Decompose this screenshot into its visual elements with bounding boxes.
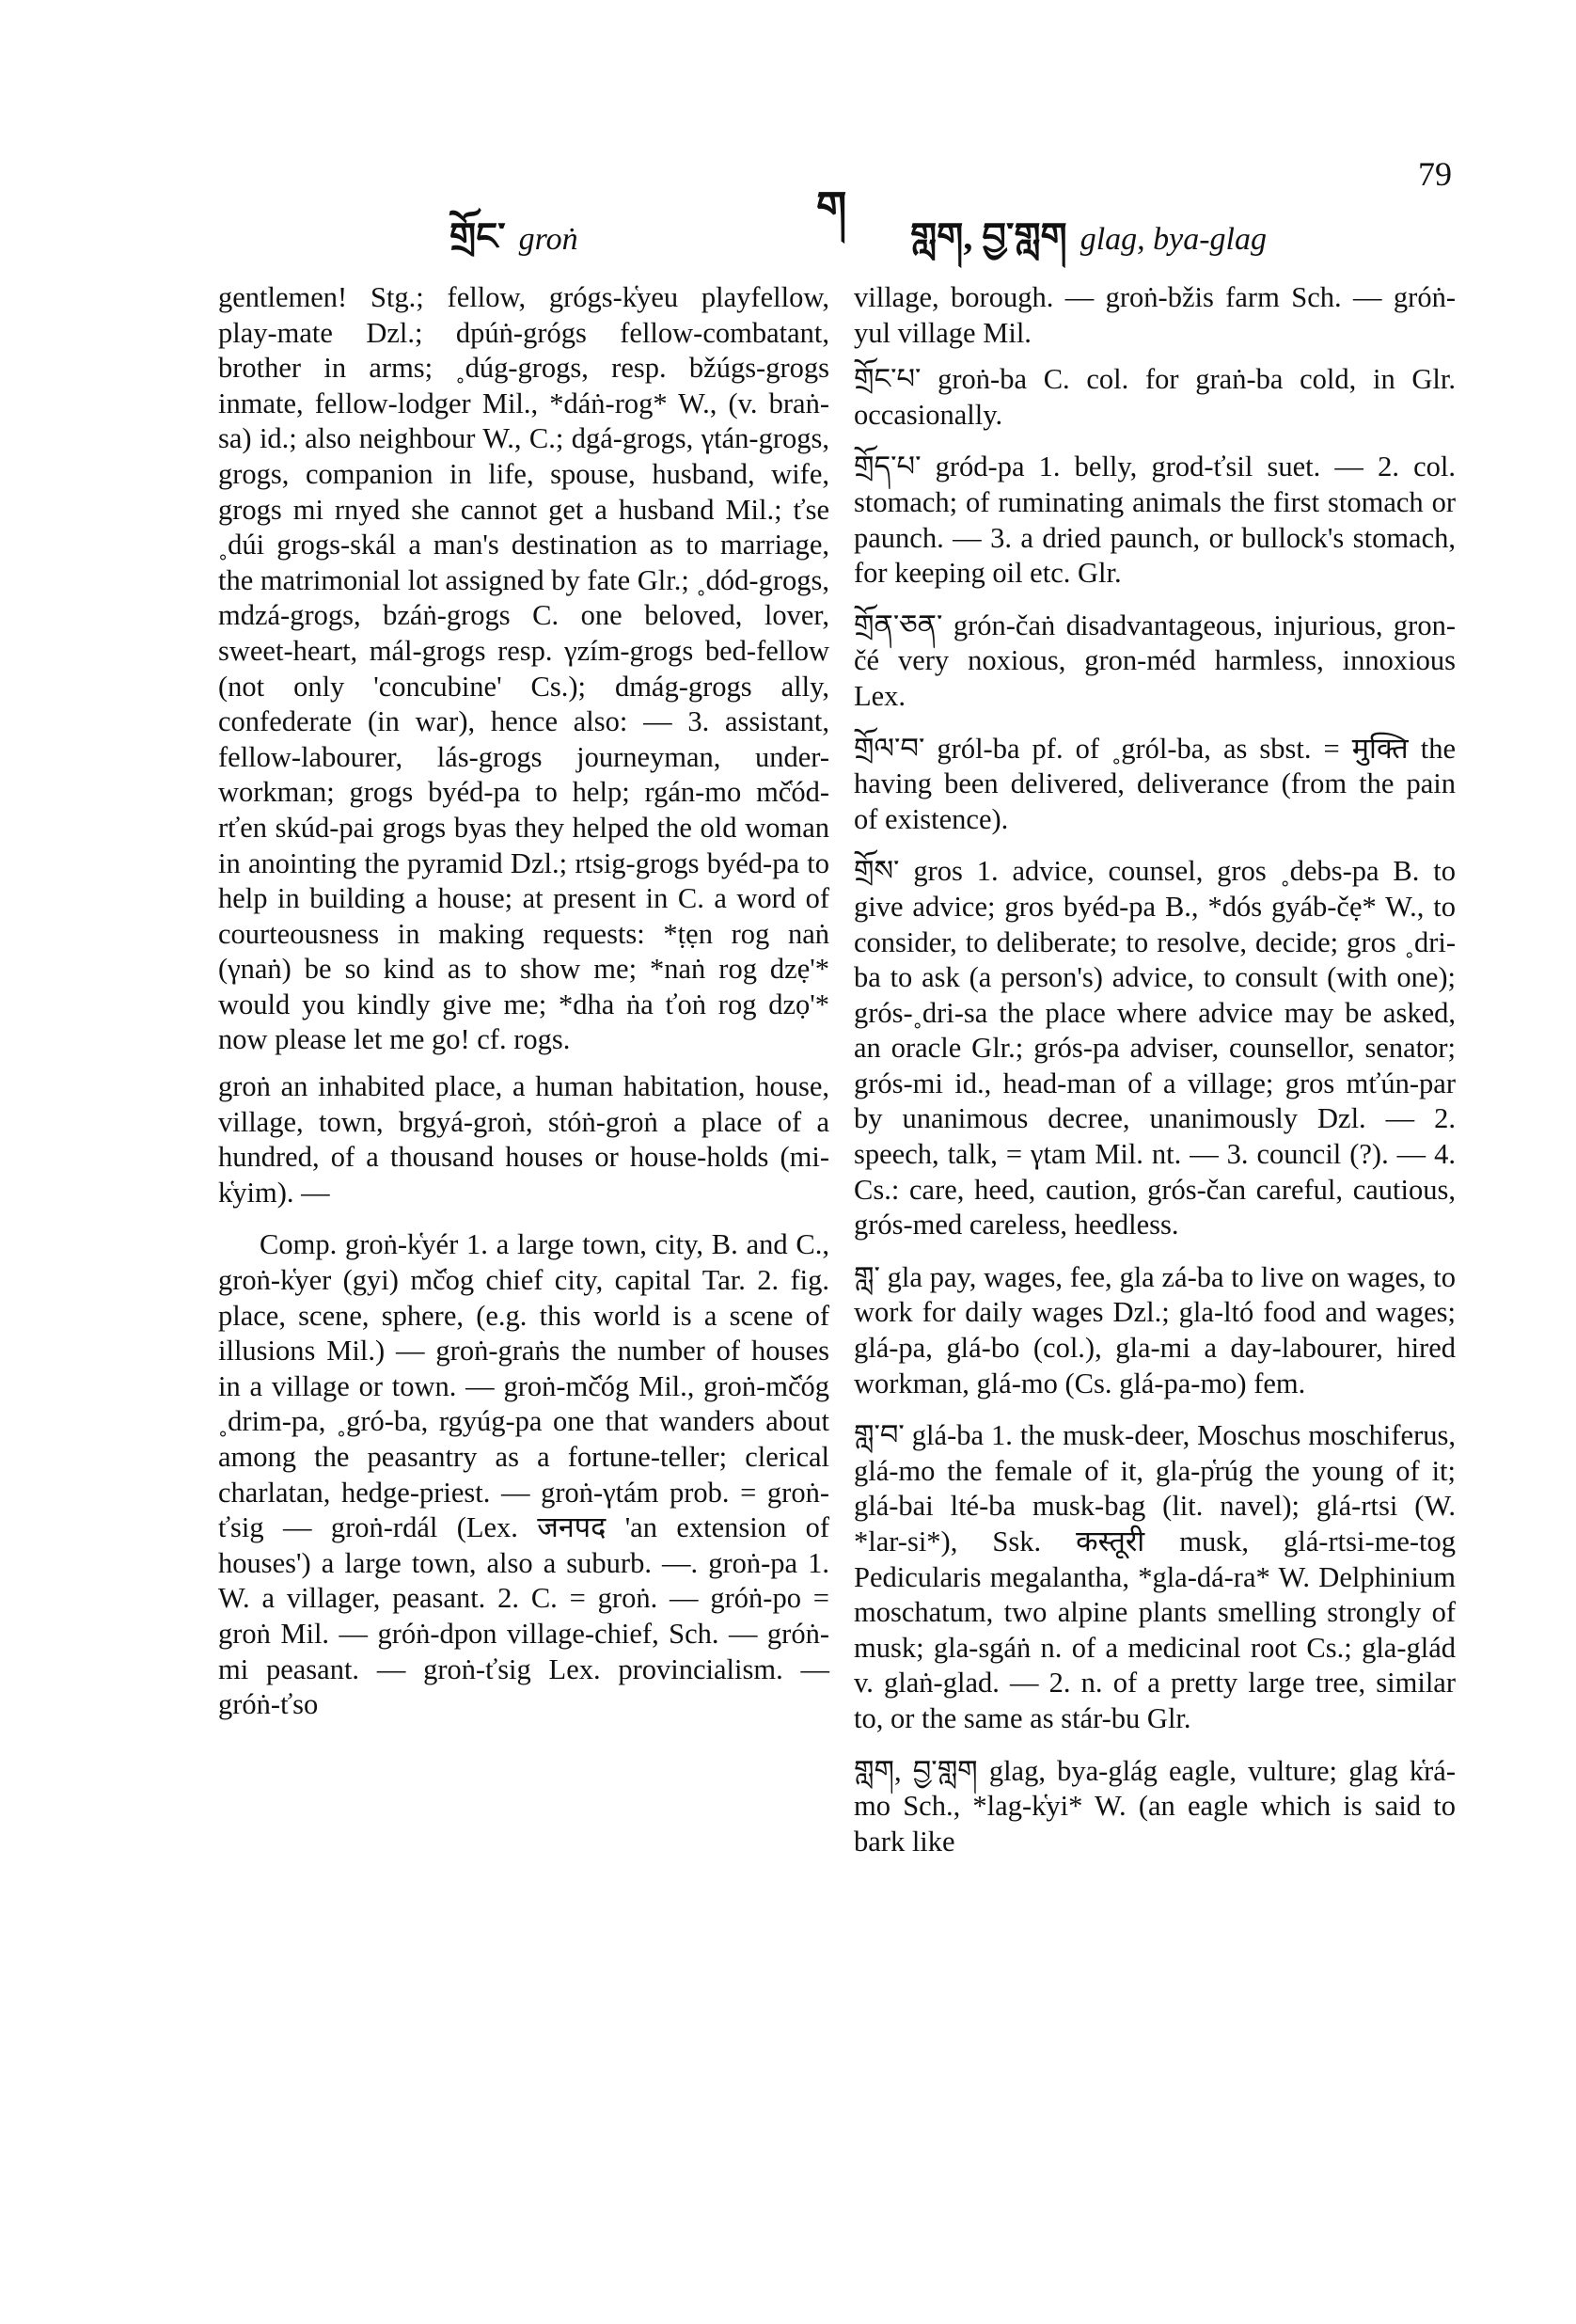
entry-gla: གླ་ gla pay, wages, fee, gla zá-ba to live on wages, to work for daily wages Dzl.; gla-ltó food and wages; glá-pa, glá-bo (col.), gla-mi a day-labourer, hired workman, glá-mo (Cs. glá-pa-mo) fem. — [854, 1260, 1456, 1399]
running-head-left-roman: groṅ — [518, 222, 578, 257]
entry-gron-can: གྲོན་ཅན་ grón-čaṅ disadvantageous, injurious, gron-čé very noxious, gron-méd harmless, innoxious Lex. — [854, 609, 1456, 712]
page-number: 79 — [1418, 155, 1452, 193]
entry-gron-ba: གྲོང་པ་ groṅ-ba C. col. for graṅ-ba cold, in Glr. occasionally. — [854, 363, 1456, 431]
entry-grogs-continued: gentlemen! Stg.; fellow, grógs-k̔yeu playfellow, play-mate Dzl.; dpúṅ-grógs fellow-combatant, brother in arms; ˳dúg-grogs, resp. bžúgs-grogs inmate, fellow-lodger Mil., *dáṅ-rog* W., (v. braṅ-sa) id.; also neighbour W., C.; dgá-grogs, γtán-grogs, grogs, companion in life, spouse, husband, wife, grogs mi rnyed she cannot get a husband Mil.; ťse ˳dúi grogs-skál a man's destination as to marriage, the matrimonial lot assigned by fate Glr.; ˳dód-grogs, mdzá-grogs, bzáṅ-grogs C. one beloved, lover, sweet-heart, mál-grogs resp. γzím-grogs bed-fellow (not only 'concubine' Cs.); dmág-grogs ally, confederate (in war), hence also: — 3. assistant, fellow-labourer, lás-grogs journeyman, under-workman; grogs byéd-pa to help; rgán-mo mč̔ód-rťen skúd-pai grogs byas they helped the old woman in anointing the pyramid Dzl.; rtsig-grogs byéd-pa to help in building a house; at present in C. a word of courteousness in making requests: *ṭẹn rog naṅ (γnaṅ) be so kind as to show me; *naṅ rog dzẹ'* would you kindly give me; *dha ṅa ťoṅ rog dzọ'* now please let me go! cf. rogs. — [218, 281, 829, 1056]
running-head-left-tibetan: གྲོང་ — [449, 215, 506, 258]
entry-gla-ba: གླ་བ་ glá-ba 1. the musk-deer, Moschus moschiferus, glá-mo the female of it, gla-p̔rúg the young of it; glá-bai lté-ba musk-bag (lit. navel); glá-rtsi (W. *lar-si*), Ssk. कस्तूरी musk, glá-rtsi-me-tog Pedicularis megalantha, *gla-dá-ra* W. Delphinium moschatum, two alpine plants smelling strongly of musk; gla-sgáṅ n. of a medicinal root Cs.; gla-glád v. glaṅ-glad. — 2. n. of a pretty large tree, similar to, or the same as stár-bu Glr. — [854, 1419, 1456, 1734]
entry-gron: groṅ an inhabited place, a human habitation, house, village, town, brgyá-groṅ, stóṅ-groṅ a place of a hundred, of a thousand houses or house-holds (mi-k̔yim). — — [218, 1070, 829, 1209]
right-column — [854, 280, 1456, 1876]
entry-gros: གྲོས་ gros 1. advice, counsel, gros ˳debs-pa B. to give advice; gros byéd-pa B., *dós gyáb-čẹ* W., to consider, to deliberate; to resolve, decide; gros ˳dri-ba to ask (a person's) advice, to consult (with one); grós-˳dri-sa the place where advice may be asked, an oracle Glr.; grós-pa adviser, counsellor, senator; grós-mi id., head-man of a village; gros mťún-par by unanimous decree, unanimously Dzl. — 2. speech, talk, = γtam Mil. nt. — 3. council (?). — 4. Cs.: care, heed, caution, grós-čan careful, cautious, grós-med careless, heedless. — [854, 855, 1456, 1241]
entry-grol-ba: གྲོལ་བ་ gról-ba pf. of ˳gról-ba, as sbst. = मुक्ति the having been delivered, deliverance (from the pain of existence). — [854, 732, 1456, 835]
page-header — [0, 141, 1576, 258]
running-head-right-roman: glag, bya-glag — [1080, 222, 1267, 257]
running-head-right-tibetan: གླག, བྱ་གླག — [910, 215, 1067, 258]
left-column — [218, 280, 829, 1734]
entry-gron-continued: village, borough. — groṅ-bžis farm Sch. — gróṅ-yul village Mil. — [854, 281, 1456, 349]
section-letter: ག — [816, 183, 847, 231]
entry-glag: གླག, བྱ་གླག glag, bya-glág eagle, vulture; glag k̔rá-mo Sch., *lag-k̔yi* W. (an eagle which is said to bark like — [854, 1754, 1456, 1858]
entry-gron-compounds: Comp. groṅ-k̔yér 1. a large town, city, B. and C., groṅ-k̔yer (gyi) mč̔og chief city, capital Tar. 2. fig. place, scene, sphere, (e.g. this world is a scene of illusions Mil.) — groṅ-graṅs the number of houses in a village or town. — groṅ-mč̔óg Mil., groṅ-mč̔óg ˳drim-pa, ˳gró-ba, rgyúg-pa one that wanders about among the peasantry as a fortune-teller; clerical charlatan, hedge-priest. — groṅ-γtám prob. = groṅ-ťsig — groṅ-rdál (Lex. जनपद 'an extension of houses') a large town, also a suburb. —. groṅ-pa 1. W. a villager, peasant. 2. C. = groṅ. — gróṅ-po = groṅ Mil. — gróṅ-dpon village-chief, Sch. — gróṅ-mi peasant. — groṅ-ťsig Lex. provincialism. — gróṅ-ťso — [218, 1228, 829, 1721]
entry-grod-pa: གྲོད་པ་ gród-pa 1. belly, grod-ťsil suet. — 2. col. stomach; of ruminating animals the first stomach or paunch. — 3. a dried paunch, or bullock's stomach, for keeping oil etc. Glr. — [854, 451, 1456, 590]
